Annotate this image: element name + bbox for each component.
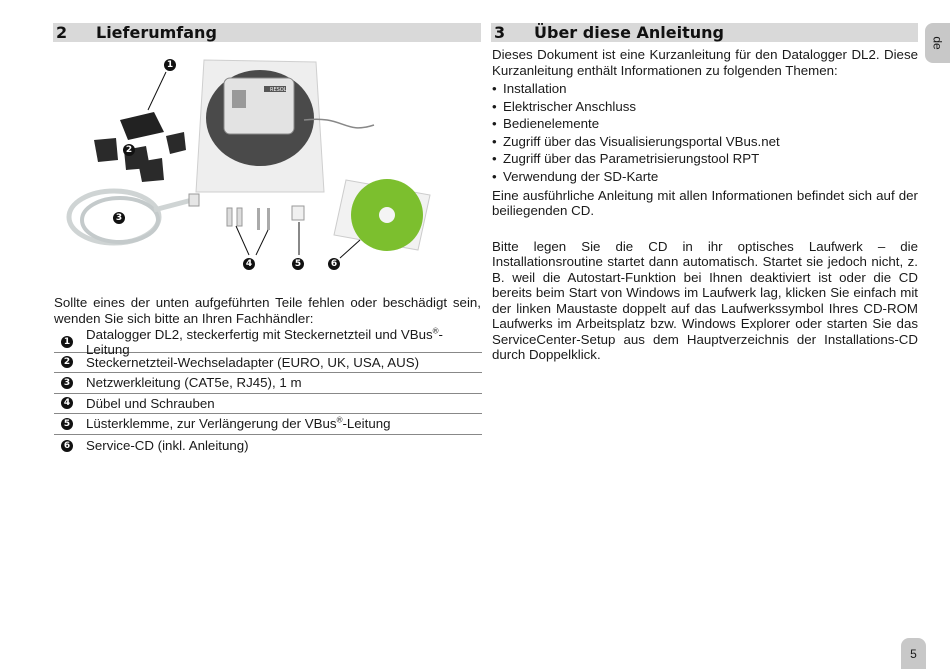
parts-list-item: [54, 353, 482, 374]
topic-item: • Verwendung der SD-Karte: [492, 168, 918, 186]
parts-list-item: [54, 394, 482, 415]
cd-note: Eine ausführliche Anleitung mit allen Informationen befindet sich auf der beiliegenden CD.: [492, 187, 918, 219]
section-title: Lieferumfang: [96, 23, 217, 42]
figure-label-6: 6: [328, 258, 340, 270]
topic-item: • Elektrischer Anschluss: [492, 98, 918, 116]
figure-label-5: 5: [292, 258, 304, 270]
parts-list: [54, 326, 482, 457]
topic-item: • Installation: [492, 80, 918, 98]
product-figure: [54, 50, 454, 280]
item-badge: 3: [61, 377, 73, 389]
section-title: Über diese Anleitung: [534, 23, 724, 42]
figure-label-3: 3: [113, 212, 125, 224]
topics-list: [492, 80, 918, 186]
parts-list-item: [54, 414, 482, 435]
parts-list-item: [54, 435, 482, 457]
item-text: Lüsterklemme, zur Verlängerung der VBus®-Leitung: [86, 415, 391, 432]
device-logo: RESOL: [270, 87, 287, 93]
language-tab: [925, 23, 950, 63]
item-text: Dübel und Schrauben: [86, 395, 215, 411]
item-text: Steckernetzteil-Wechseladapter (EURO, UK, USA, AUS): [86, 354, 420, 370]
figure-label-2: 2: [123, 144, 135, 156]
item-text: Datalogger DL2, steckerfertig mit Steckernetzteil und VBus®-Leitung: [86, 326, 443, 357]
topic-item: • Zugriff über das Parametrisierungstool RPT: [492, 150, 918, 168]
section-number: 3: [494, 23, 506, 42]
section-header-lieferumfang: [53, 23, 481, 42]
item-badge: 5: [61, 418, 73, 430]
parts-list-item: [54, 326, 482, 357]
figure-label-1: 1: [164, 59, 176, 71]
section-number: 2: [56, 23, 68, 42]
item-text: Netzwerkleitung (CAT5e, RJ45), 1 m: [86, 375, 302, 391]
topic-item: • Bedienelemente: [492, 115, 918, 133]
manual-info-column: [492, 47, 918, 363]
item-badge: 4: [61, 397, 73, 409]
item-text: Service-CD (inkl. Anleitung): [86, 438, 249, 453]
topic-item: • Zugriff über das Visualisierungsportal VBus.net: [492, 133, 918, 151]
manual-intro: Dieses Dokument ist eine Kurzanleitung für den Datalogger DL2. Diese Kurzanleitung enthält Informationen zu folgenden Themen:: [492, 47, 918, 78]
delivery-contents-illustration: [54, 50, 454, 275]
delivery-intro: Sollte eines der unten aufgeführten Teile fehlen oder beschädigt sein, wenden Sie sich bitte an Ihren Fachhändler:: [54, 295, 481, 326]
page-number-tab: [901, 638, 926, 669]
parts-list-item: [54, 373, 482, 394]
page-number: 5: [910, 646, 917, 661]
item-badge: 2: [61, 356, 73, 368]
language-label: de: [930, 36, 945, 50]
cd-instructions: Bitte legen Sie die CD in ihr optisches Laufwerk – die Installationsroutine startet dann automatisch. Startet sie jedoch nicht, z. B. weil die Autostart-Funktion bei Ihnen deaktiviert ist oder die CD bereits beim Start von Windows im Laufwerk lag, klicken Sie einfach mit der linken Maustaste doppelt auf das Laufwerkssymbol Ihres CD-ROM Laufwerks im Arbeitsplatz bzw. Windows Explorer oder starten Sie das ServiceCenter-Setup aus dem Hauptverzeichnis der Installations-CD durch Doppelklick.: [492, 238, 918, 363]
item-badge: 1: [61, 336, 73, 348]
section-header-anleitung: [491, 23, 918, 42]
item-badge: 6: [61, 440, 73, 452]
figure-label-4: 4: [243, 258, 255, 270]
